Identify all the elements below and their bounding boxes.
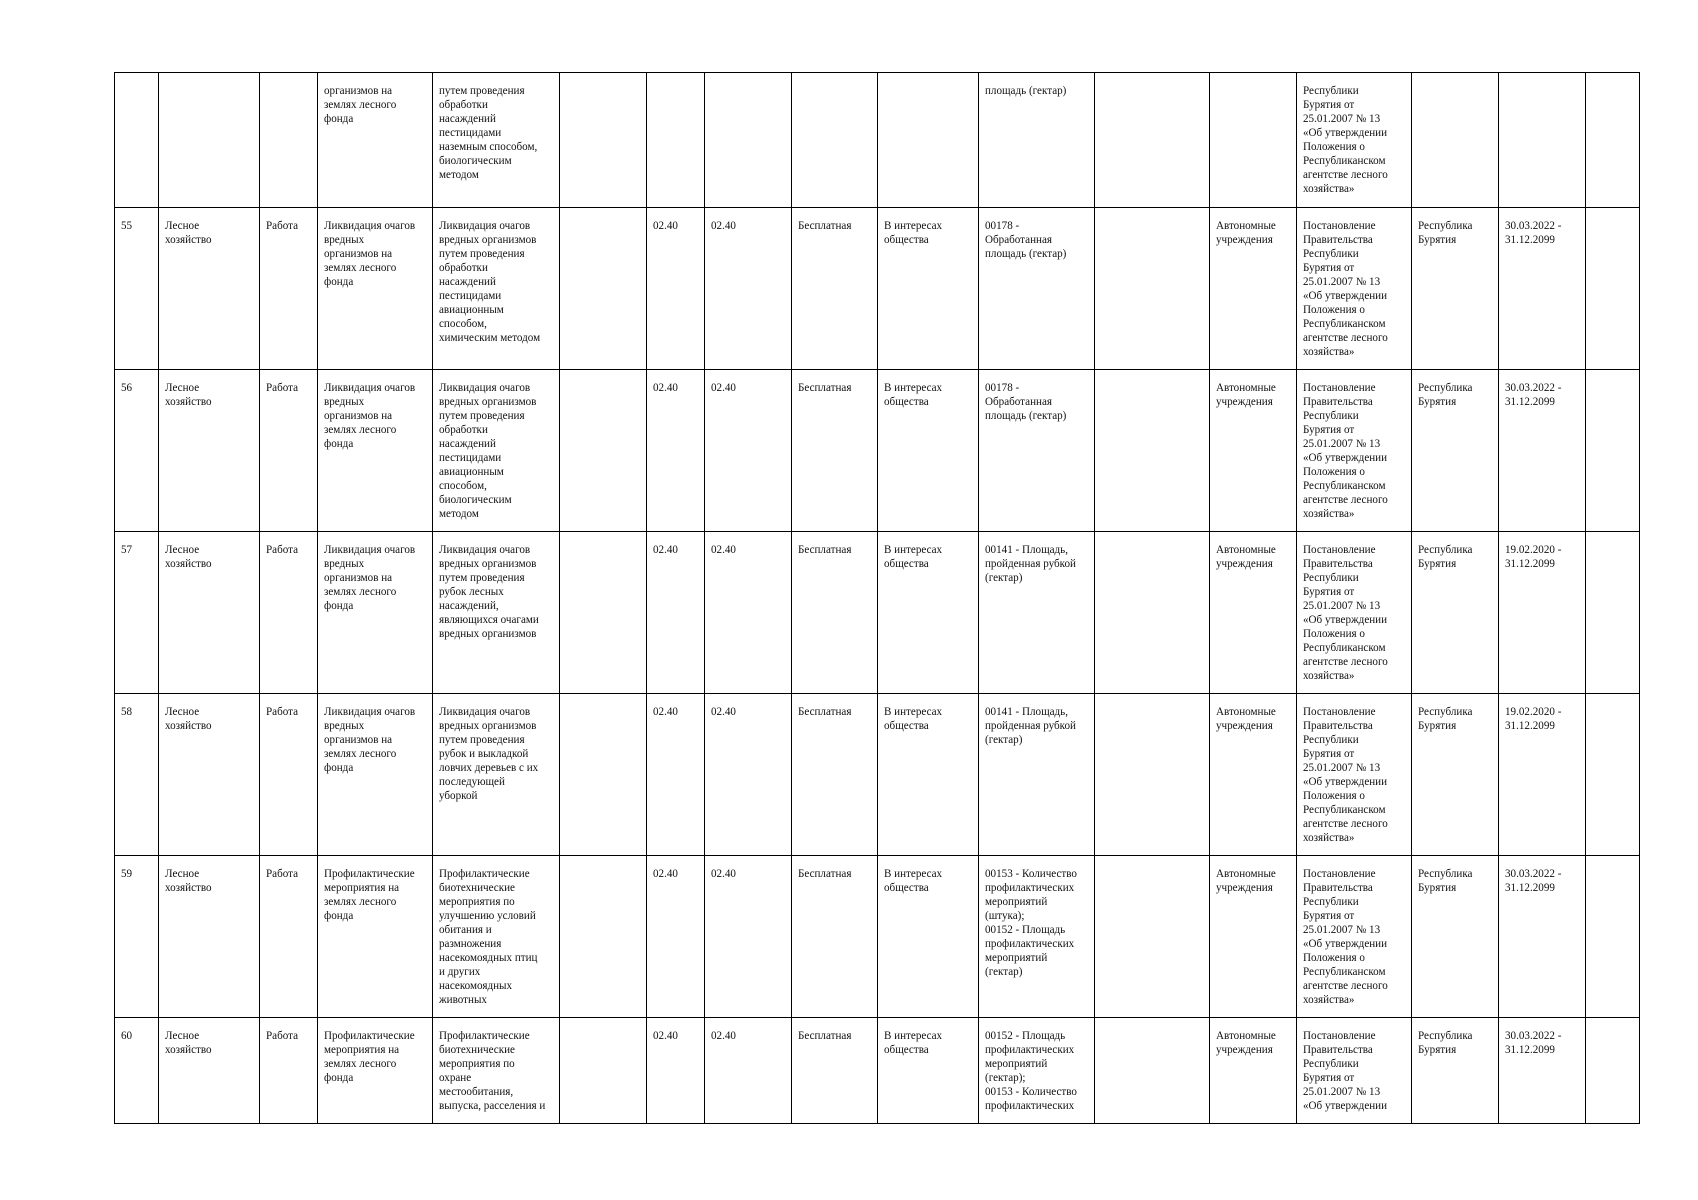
cell-text: Республика Бурятия [1418, 220, 1473, 246]
cell-text: Лесное хозяйство [165, 868, 212, 894]
cell-consumers [878, 73, 979, 208]
cell-region [1412, 856, 1499, 1018]
cell-text: Республика Бурятия [1418, 868, 1473, 894]
cell-content [433, 532, 560, 694]
cell-text: площадь (гектар) [985, 85, 1067, 97]
registry-table [114, 72, 1640, 1124]
cell-col-empty-1 [560, 856, 647, 1018]
cell-service-name [318, 694, 433, 856]
cell-text: 58 [121, 706, 133, 718]
cell-service-name [318, 532, 433, 694]
cell-text: 02.40 [653, 706, 678, 718]
cell-content [433, 73, 560, 208]
cell-content [433, 370, 560, 532]
cell-code-a [647, 370, 705, 532]
cell-text: Ликвидация очагов вредных организмов путем проведения рубок лесных насаждений, являющихся очагами вредных организмов [439, 544, 539, 640]
cell-text: 59 [121, 868, 133, 880]
cell-text: Бесплатная [798, 544, 852, 556]
cell-code-b [705, 856, 792, 1018]
cell-row-number [115, 370, 159, 532]
cell-payment [792, 73, 878, 208]
cell-text: 60 [121, 1030, 133, 1042]
cell-row-number [115, 1018, 159, 1124]
cell-text: Работа [266, 220, 299, 232]
cell-row-number [115, 208, 159, 370]
cell-region [1412, 532, 1499, 694]
cell-text: Работа [266, 868, 299, 880]
cell-region [1412, 73, 1499, 208]
cell-col-empty-2 [1095, 694, 1210, 856]
cell-text: Республика Бурятия [1418, 382, 1473, 408]
table-row [115, 370, 1640, 532]
cell-service-name [318, 370, 433, 532]
cell-text: Бесплатная [798, 706, 852, 718]
cell-sphere [159, 73, 260, 208]
cell-type [260, 208, 318, 370]
cell-text: Профилактические мероприятия на землях лесного фонда [324, 1030, 415, 1084]
table-body [115, 73, 1640, 1124]
cell-institution-type [1210, 208, 1297, 370]
cell-text: 02.40 [653, 868, 678, 880]
cell-text: Постановление Правительства Республики Бурятия от 25.01.2007 № 13 «Об утверждении [1303, 1030, 1388, 1112]
cell-text: 00152 - Площадь профилактических мероприятий (гектар); 00153 - Количество профилактических [985, 1030, 1077, 1112]
cell-sphere [159, 208, 260, 370]
cell-col-empty-1 [560, 208, 647, 370]
cell-row-number [115, 856, 159, 1018]
cell-legal-basis [1297, 532, 1412, 694]
table-row [115, 208, 1640, 370]
cell-text: Постановление Правительства Республики Бурятия от 25.01.2007 № 13 «Об утверждении Положения о Республиканском агентстве лесного хозяйства» [1303, 382, 1388, 520]
cell-text: Работа [266, 1030, 299, 1042]
cell-col-empty-2 [1095, 73, 1210, 208]
cell-legal-basis [1297, 208, 1412, 370]
cell-type [260, 694, 318, 856]
cell-text: Постановление Правительства Республики Бурятия от 25.01.2007 № 13 «Об утверждении Положения о Республиканском агентстве лесного хозяйства» [1303, 706, 1388, 844]
cell-text: 02.40 [711, 706, 736, 718]
cell-col-empty-3 [1586, 370, 1640, 532]
cell-col-empty-1 [560, 532, 647, 694]
cell-text: В интересах общества [884, 544, 943, 570]
cell-col-empty-2 [1095, 370, 1210, 532]
cell-code-a [647, 532, 705, 694]
cell-legal-basis [1297, 1018, 1412, 1124]
cell-service-name [318, 1018, 433, 1124]
table-row [115, 73, 1640, 208]
cell-service-name [318, 208, 433, 370]
cell-consumers [878, 694, 979, 856]
cell-payment [792, 532, 878, 694]
cell-validity-period [1499, 1018, 1586, 1124]
cell-code-a [647, 208, 705, 370]
cell-text: Бесплатная [798, 868, 852, 880]
cell-text: Ликвидация очагов вредных организмов путем проведения обработки насаждений пестицидами авиационным способом, биологическим методом [439, 382, 537, 520]
cell-col-empty-2 [1095, 1018, 1210, 1124]
cell-sphere [159, 856, 260, 1018]
cell-col-empty-1 [560, 370, 647, 532]
cell-payment [792, 208, 878, 370]
cell-type [260, 73, 318, 208]
cell-text: Лесное хозяйство [165, 544, 212, 570]
cell-text: Ликвидация очагов вредных организмов путем проведения рубок и выкладкой ловчих деревьев с их последующей уборкой [439, 706, 539, 802]
cell-text: Автономные учреждения [1216, 220, 1276, 246]
cell-payment [792, 1018, 878, 1124]
cell-row-number [115, 694, 159, 856]
cell-content [433, 1018, 560, 1124]
cell-consumers [878, 1018, 979, 1124]
cell-payment [792, 694, 878, 856]
cell-text: Бесплатная [798, 1030, 852, 1042]
cell-text: Республика Бурятия [1418, 544, 1473, 570]
cell-text: Автономные учреждения [1216, 1030, 1276, 1056]
cell-text: В интересах общества [884, 220, 943, 246]
cell-text: 55 [121, 220, 133, 232]
cell-validity-period [1499, 532, 1586, 694]
cell-code-b [705, 208, 792, 370]
cell-institution-type [1210, 1018, 1297, 1124]
cell-text: Ликвидация очагов вредных организмов путем проведения обработки насаждений пестицидами авиационным способом, химическим методом [439, 220, 541, 344]
cell-consumers [878, 370, 979, 532]
cell-content [433, 856, 560, 1018]
cell-institution-type [1210, 856, 1297, 1018]
cell-col-empty-3 [1586, 694, 1640, 856]
cell-text: организмов на землях лесного фонда [324, 85, 397, 125]
cell-validity-period [1499, 694, 1586, 856]
cell-text: Ликвидация очагов вредных организмов на землях лесного фонда [324, 544, 416, 612]
cell-text: 02.40 [711, 868, 736, 880]
cell-text: Профилактические мероприятия на землях лесного фонда [324, 868, 415, 922]
cell-col-empty-1 [560, 73, 647, 208]
cell-text: 02.40 [653, 1030, 678, 1042]
cell-text: В интересах общества [884, 868, 943, 894]
cell-type [260, 370, 318, 532]
cell-sphere [159, 694, 260, 856]
cell-code-b [705, 694, 792, 856]
cell-code-a [647, 1018, 705, 1124]
cell-col-empty-1 [560, 694, 647, 856]
cell-text: Работа [266, 706, 299, 718]
cell-sphere [159, 370, 260, 532]
cell-legal-basis [1297, 694, 1412, 856]
cell-text: 02.40 [711, 220, 736, 232]
cell-code-a [647, 73, 705, 208]
cell-region [1412, 370, 1499, 532]
cell-consumers [878, 856, 979, 1018]
cell-text: Постановление Правительства Республики Бурятия от 25.01.2007 № 13 «Об утверждении Положения о Республиканском агентстве лесного хозяйства» [1303, 544, 1388, 682]
cell-text: 57 [121, 544, 133, 556]
cell-text: 00141 - Площадь, пройденная рубкой (гектар) [985, 544, 1076, 584]
table-row [115, 694, 1640, 856]
cell-code-a [647, 856, 705, 1018]
cell-text: 56 [121, 382, 133, 394]
cell-text: 19.02.2020 - 31.12.2099 [1505, 706, 1562, 732]
cell-text: Лесное хозяйство [165, 220, 212, 246]
cell-payment [792, 370, 878, 532]
cell-col-empty-3 [1586, 1018, 1640, 1124]
cell-text: 00178 - Обработанная площадь (гектар) [985, 220, 1067, 260]
cell-validity-period [1499, 208, 1586, 370]
cell-volume-indicator [979, 208, 1095, 370]
cell-text: 19.02.2020 - 31.12.2099 [1505, 544, 1562, 570]
cell-validity-period [1499, 856, 1586, 1018]
cell-text: Лесное хозяйство [165, 382, 212, 408]
cell-text: Постановление Правительства Республики Бурятия от 25.01.2007 № 13 «Об утверждении Положения о Республиканском агентстве лесного хозяйства» [1303, 868, 1388, 1006]
cell-institution-type [1210, 694, 1297, 856]
cell-volume-indicator [979, 1018, 1095, 1124]
cell-col-empty-2 [1095, 856, 1210, 1018]
cell-institution-type [1210, 532, 1297, 694]
cell-text: Лесное хозяйство [165, 1030, 212, 1056]
cell-type [260, 856, 318, 1018]
cell-region [1412, 208, 1499, 370]
cell-volume-indicator [979, 694, 1095, 856]
cell-text: 30.03.2022 - 31.12.2099 [1505, 1030, 1562, 1056]
cell-volume-indicator [979, 73, 1095, 208]
cell-text: В интересах общества [884, 1030, 943, 1056]
cell-legal-basis [1297, 856, 1412, 1018]
cell-text: 30.03.2022 - 31.12.2099 [1505, 868, 1562, 894]
cell-text: 00178 - Обработанная площадь (гектар) [985, 382, 1067, 422]
cell-text: Автономные учреждения [1216, 868, 1276, 894]
cell-volume-indicator [979, 532, 1095, 694]
cell-text: 02.40 [653, 544, 678, 556]
cell-text: Автономные учреждения [1216, 382, 1276, 408]
cell-text: В интересах общества [884, 382, 943, 408]
cell-text: 02.40 [711, 1030, 736, 1042]
cell-content [433, 694, 560, 856]
cell-text: 30.03.2022 - 31.12.2099 [1505, 220, 1562, 246]
cell-service-name [318, 856, 433, 1018]
cell-col-empty-2 [1095, 208, 1210, 370]
cell-col-empty-1 [560, 1018, 647, 1124]
cell-sphere [159, 532, 260, 694]
cell-text: Бесплатная [798, 220, 852, 232]
table-row [115, 856, 1640, 1018]
cell-text: Работа [266, 382, 299, 394]
cell-text: 02.40 [711, 544, 736, 556]
cell-row-number [115, 73, 159, 208]
cell-consumers [878, 208, 979, 370]
cell-text: Бесплатная [798, 382, 852, 394]
cell-text: Ликвидация очагов вредных организмов на землях лесного фонда [324, 220, 416, 288]
cell-text: путем проведения обработки насаждений пестицидами наземным способом, биологическим методом [439, 85, 538, 181]
cell-code-b [705, 1018, 792, 1124]
cell-code-b [705, 370, 792, 532]
table-row [115, 1018, 1640, 1124]
cell-region [1412, 694, 1499, 856]
cell-service-name [318, 73, 433, 208]
cell-col-empty-3 [1586, 532, 1640, 694]
cell-text: Автономные учреждения [1216, 706, 1276, 732]
cell-text: Постановление Правительства Республики Бурятия от 25.01.2007 № 13 «Об утверждении Положения о Республиканском агентстве лесного хозяйства» [1303, 220, 1388, 358]
cell-type [260, 1018, 318, 1124]
cell-code-b [705, 73, 792, 208]
cell-legal-basis [1297, 73, 1412, 208]
cell-volume-indicator [979, 856, 1095, 1018]
cell-type [260, 532, 318, 694]
cell-text: 02.40 [653, 220, 678, 232]
cell-col-empty-3 [1586, 856, 1640, 1018]
cell-text: 00153 - Количество профилактических мероприятий (штука); 00152 - Площадь профилактических мероприятий (гектар) [985, 868, 1077, 978]
cell-code-a [647, 694, 705, 856]
table-row [115, 532, 1640, 694]
cell-sphere [159, 1018, 260, 1124]
cell-institution-type [1210, 370, 1297, 532]
cell-consumers [878, 532, 979, 694]
cell-validity-period [1499, 73, 1586, 208]
cell-text: 02.40 [653, 382, 678, 394]
cell-col-empty-3 [1586, 208, 1640, 370]
cell-payment [792, 856, 878, 1018]
cell-col-empty-3 [1586, 73, 1640, 208]
cell-text: Автономные учреждения [1216, 544, 1276, 570]
cell-code-b [705, 532, 792, 694]
cell-text: 02.40 [711, 382, 736, 394]
cell-text: Ликвидация очагов вредных организмов на землях лесного фонда [324, 706, 416, 774]
cell-text: Республика Бурятия [1418, 706, 1473, 732]
cell-text: Ликвидация очагов вредных организмов на землях лесного фонда [324, 382, 416, 450]
cell-volume-indicator [979, 370, 1095, 532]
cell-region [1412, 1018, 1499, 1124]
cell-text: Республики Бурятия от 25.01.2007 № 13 «Об утверждении Положения о Республиканском агентстве лесного хозяйства» [1303, 85, 1388, 195]
cell-text: 00141 - Площадь, пройденная рубкой (гектар) [985, 706, 1076, 746]
cell-text: В интересах общества [884, 706, 943, 732]
cell-text: 30.03.2022 - 31.12.2099 [1505, 382, 1562, 408]
cell-text: Республика Бурятия [1418, 1030, 1473, 1056]
cell-text: Работа [266, 544, 299, 556]
cell-institution-type [1210, 73, 1297, 208]
cell-text: Лесное хозяйство [165, 706, 212, 732]
cell-col-empty-2 [1095, 532, 1210, 694]
cell-text: Профилактические биотехнические мероприятия по улучшению условий обитания и размножения насекомоядных птиц и других насекомоядных животных [439, 868, 538, 1006]
cell-row-number [115, 532, 159, 694]
cell-legal-basis [1297, 370, 1412, 532]
cell-text: Профилактические биотехнические мероприятия по охране местообитания, выпуска, расселения и [439, 1030, 546, 1112]
cell-content [433, 208, 560, 370]
cell-validity-period [1499, 370, 1586, 532]
